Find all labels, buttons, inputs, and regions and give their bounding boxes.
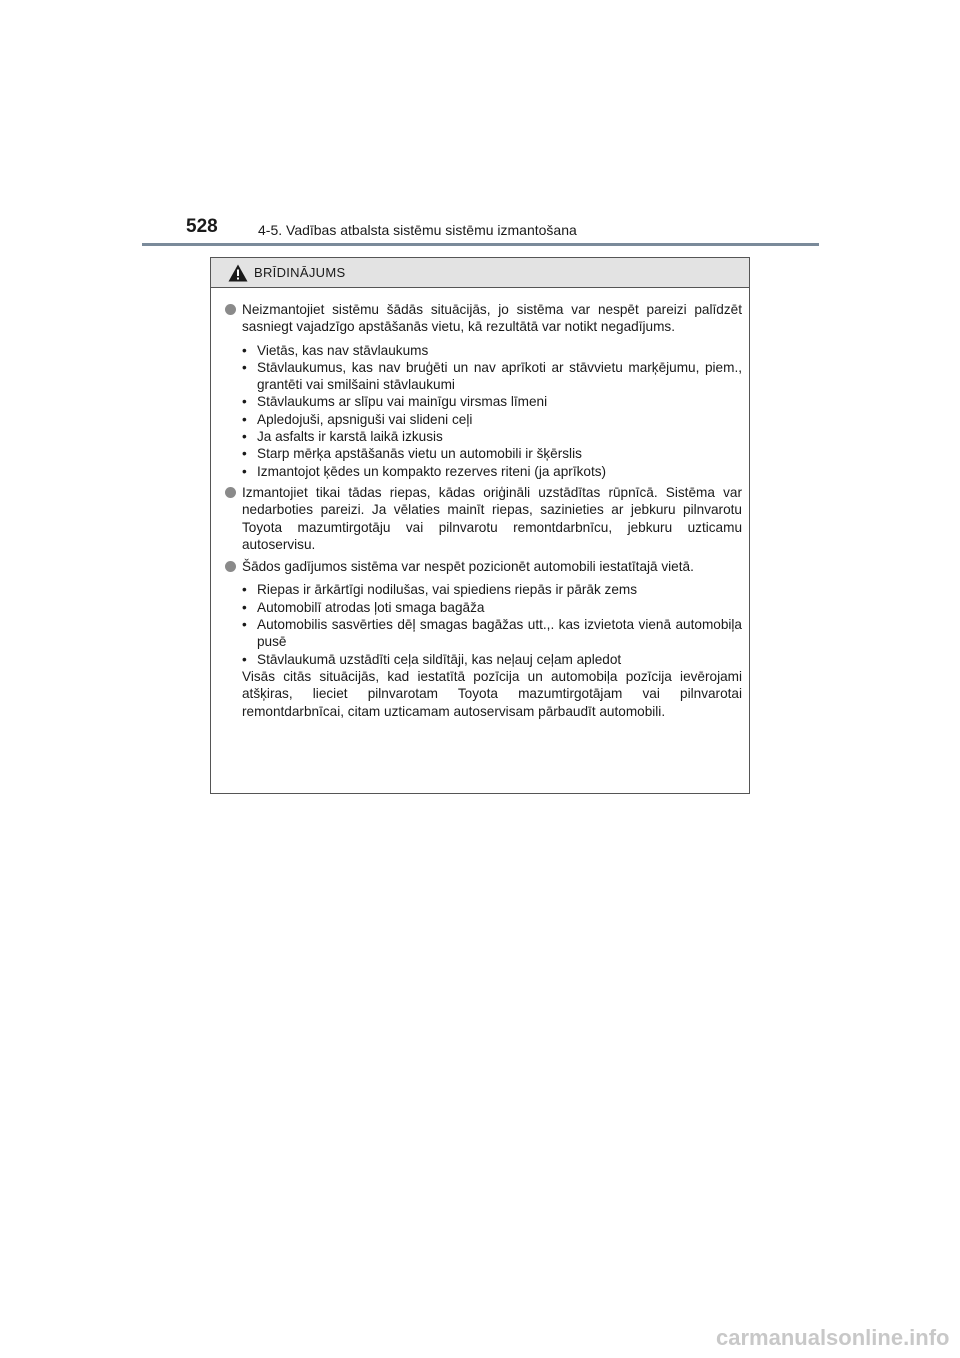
- watermark-logo: [716, 1320, 952, 1354]
- warning-paragraph: [242, 484, 742, 553]
- paragraph-text: Neizmantojiet sistēmu šādās situācijās, jo sistēma var nespēt pareizi palīdzēt sasniegt vajadzīgo apstāšanās vietu, kā rezultātā var notikt negadījums.: [242, 302, 742, 335]
- bullet-circle-icon: [225, 561, 236, 572]
- bullet-circle-icon: [225, 304, 236, 315]
- bullet-circle-icon: [225, 487, 236, 498]
- list-item: • Automobilī atrodas ļoti smaga bagāža: [242, 599, 742, 616]
- warning-body: [211, 288, 749, 720]
- warning-box: [210, 257, 750, 794]
- header-divider: [142, 243, 819, 246]
- page-number: 528: [186, 216, 218, 237]
- list-item: • Automobilis sasvērties dēļ smagas bagāžas utt.,. kas izvietota vienā automobiļa pusē: [242, 616, 742, 651]
- warning-title: BRĪDINĀJUMS: [254, 265, 346, 280]
- warning-triangle-icon: [228, 264, 248, 282]
- closing-text: Visās citās situācijās, kad iestatītā pozīcija un automobiļa pozīcija ievērojami atšķiras, lieciet pilnvarotam Toyota mazumtirgotājam vai pilnvarotai remontdarbnīcai, citam uzticamam autoservisam pārbaudīt automobili.: [242, 668, 742, 719]
- list-item: • Riepas ir ārkārtīgi nodilušas, vai spiediens riepās ir pārāk zems: [242, 581, 742, 598]
- warning-paragraph: [242, 301, 742, 336]
- list-item: • Starp mērķa apstāšanās vietu un automobili ir šķērslis: [242, 445, 742, 462]
- list-item: • Vietās, kas nav stāvlaukums: [242, 342, 742, 359]
- list-item: • Apledojuši, apsniguši vai slideni ceļi: [242, 411, 742, 428]
- conditions-list: [242, 581, 742, 667]
- list-item: • Ja asfalts ir karstā laikā izkusis: [242, 428, 742, 445]
- paragraph-text: Izmantojiet tikai tādas riepas, kādas oriģināli uzstādītas rūpnīcā. Sistēma var nedarboties pareizi. Ja vēlaties mainīt riepas, sazinieties ar jebkuru pilnvarotu Toyota mazumtirgotāju vai pilnvarotu remontdarbnīcu, jebkuru uzticamu autoservisu.: [242, 484, 742, 552]
- list-item: • Stāvlaukumā uzstādīti ceļa sildītāji, kas neļauj ceļam apledot: [242, 651, 742, 668]
- list-item: • Stāvlaukumus, kas nav bruģēti un nav aprīkoti ar stāvvietu marķējumu, piem., grantēti vai smilšaini stāvlaukumi: [242, 359, 742, 394]
- situations-list: [242, 342, 742, 480]
- svg-text:carmanualsonline.info: carmanualsonline.info: [716, 1325, 950, 1350]
- list-item: • Izmantojot ķēdes un kompakto rezerves riteni (ja aprīkots): [242, 463, 742, 480]
- warning-paragraph: [242, 558, 742, 575]
- list-item: • Stāvlaukums ar slīpu vai mainīgu virsmas līmeni: [242, 393, 742, 410]
- warning-header: [211, 258, 749, 288]
- paragraph-text: Šādos gadījumos sistēma var nespēt pozicionēt automobili iestatītajā vietā.: [242, 559, 694, 575]
- section-title: 4-5. Vadības atbalsta sistēmu sistēmu izmantošana: [258, 222, 577, 238]
